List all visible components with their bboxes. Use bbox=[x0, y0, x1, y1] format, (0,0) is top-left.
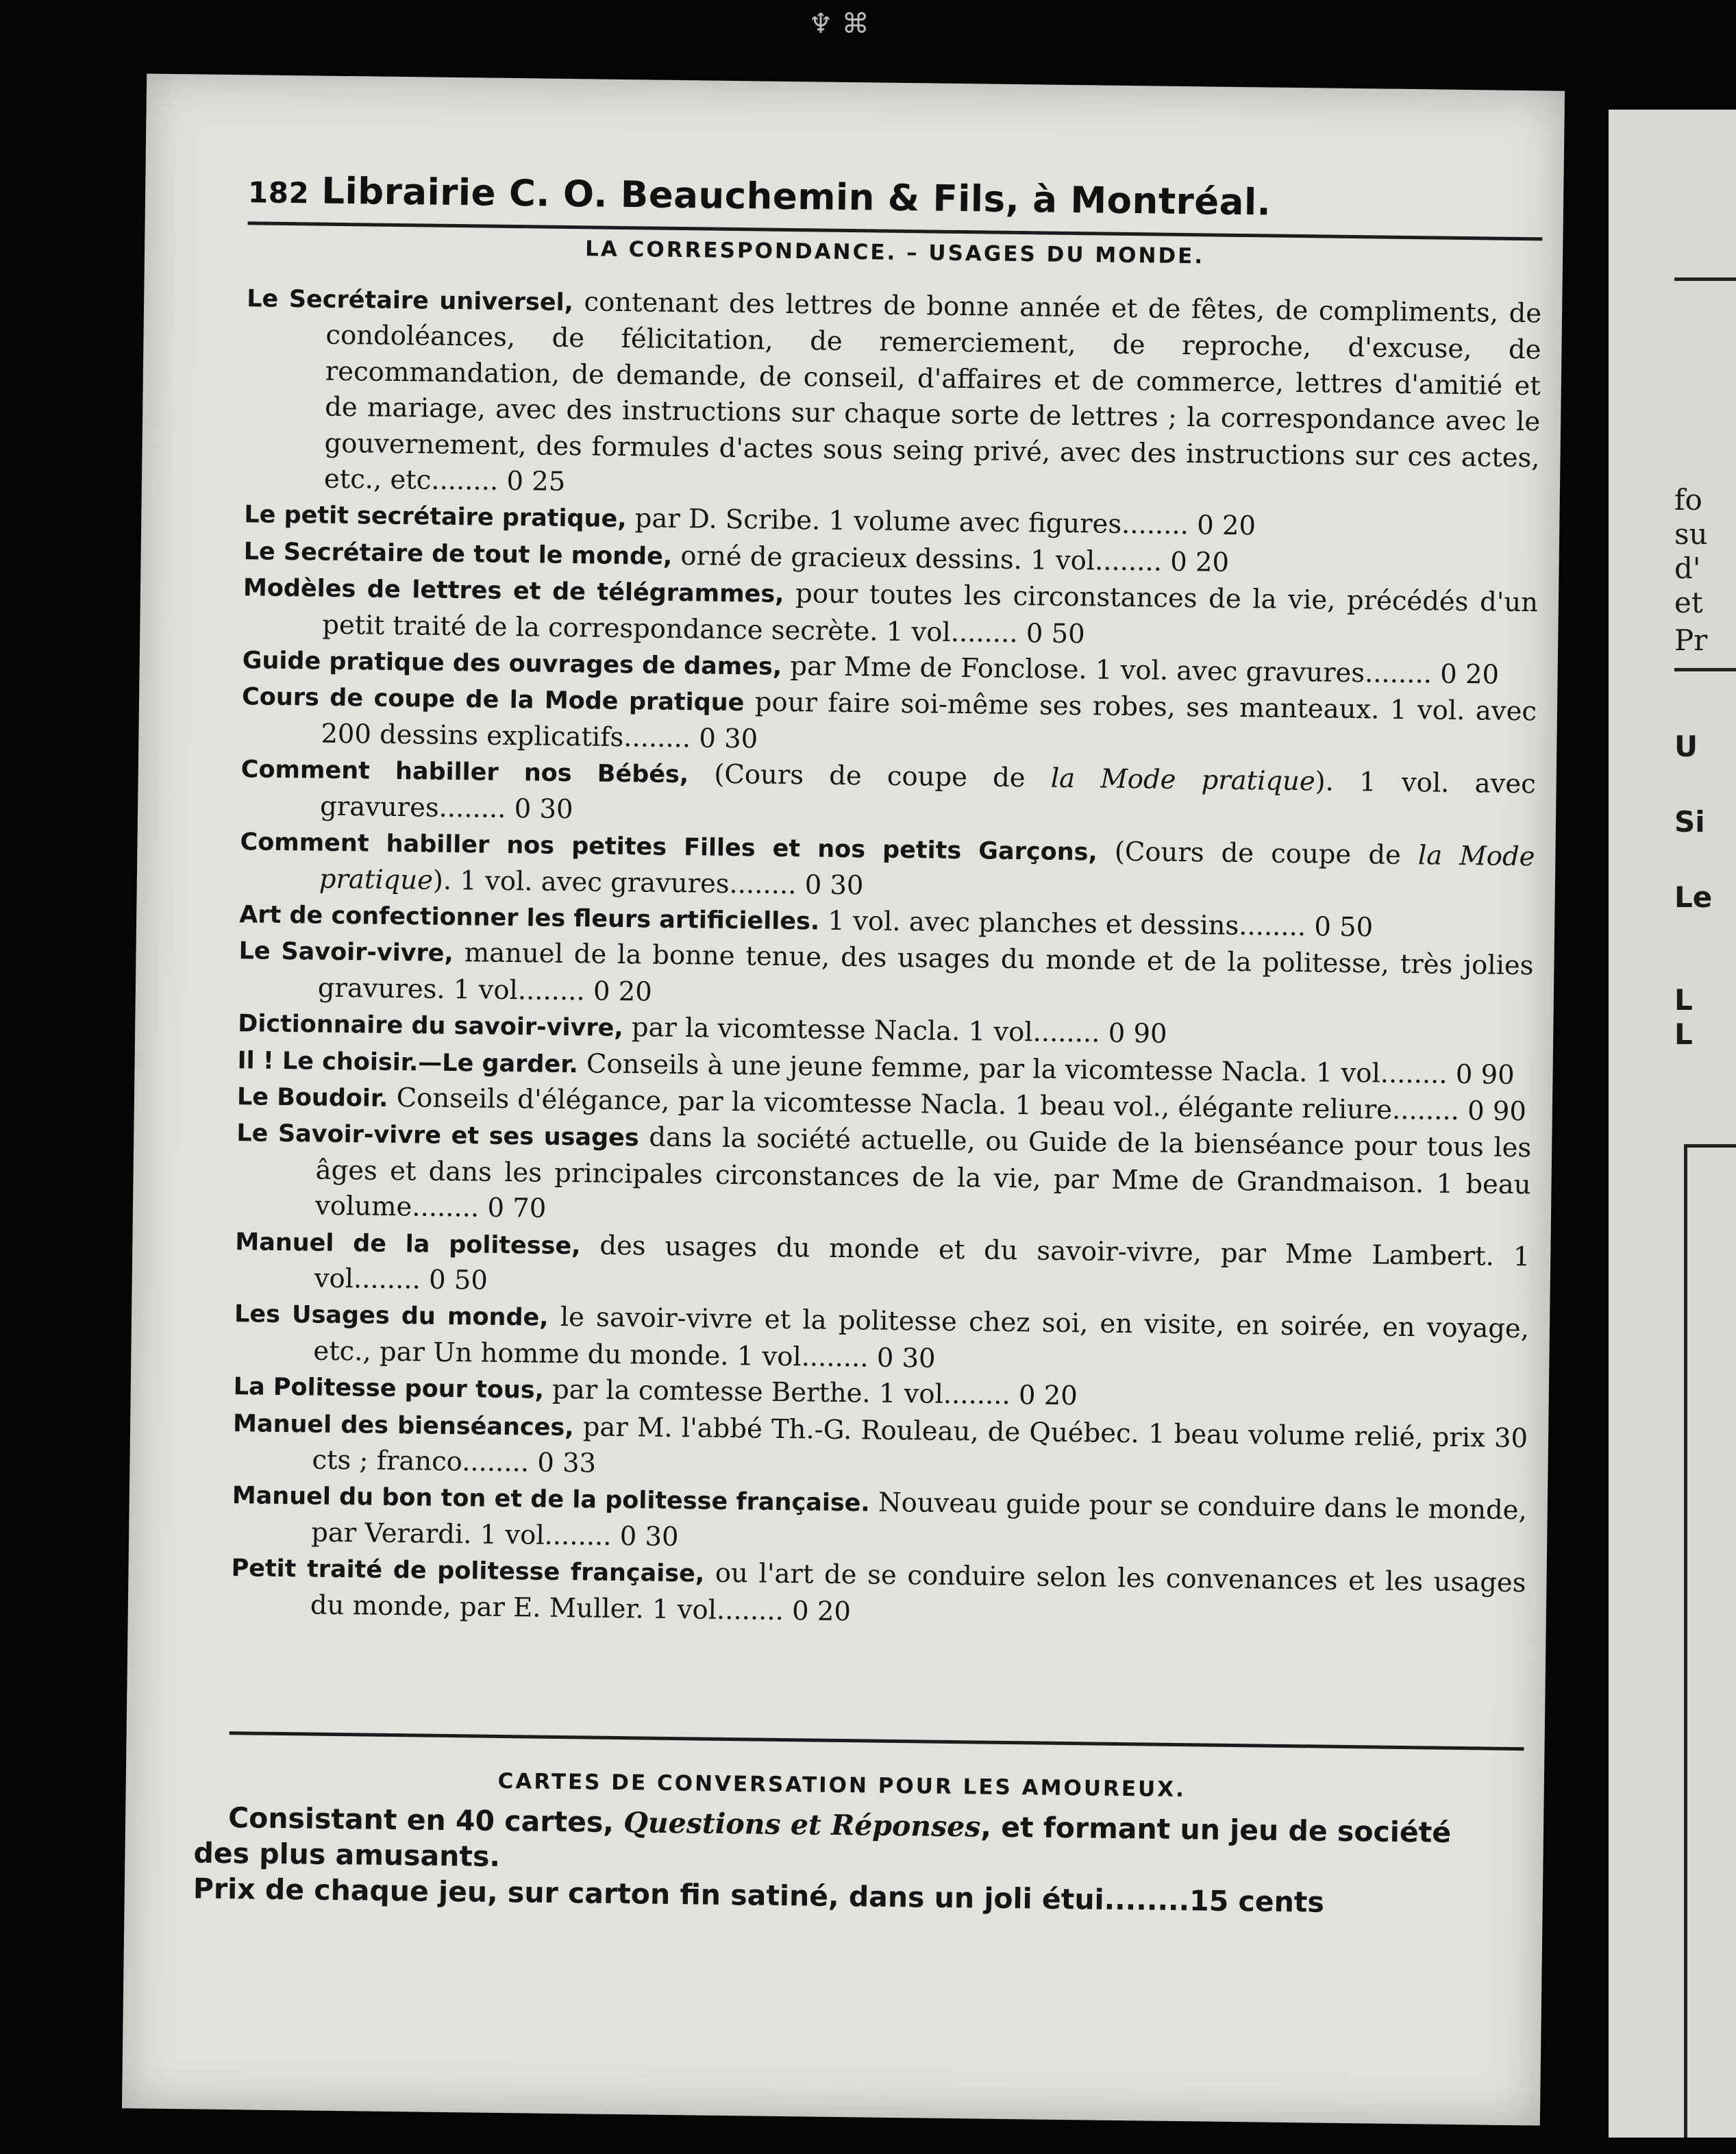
entry-title: Guide pratique des ouvrages de dames, bbox=[242, 647, 782, 681]
entry-title: Manuel de la politesse, bbox=[235, 1228, 581, 1260]
entry-description: Conseils d'élégance, par la vicomtesse Nacla. 1 beau vol., élégante reliure bbox=[388, 1082, 1393, 1126]
entry-price: ........ 0 30 bbox=[623, 721, 758, 755]
entry-description: 1 vol. avec planches et dessins bbox=[819, 905, 1239, 941]
dot-leader: ........ bbox=[517, 974, 594, 1007]
dot-leader: ........ bbox=[431, 465, 507, 497]
page-number: 182 bbox=[247, 175, 310, 210]
entry-italic: la Mode pratique bbox=[319, 840, 1535, 896]
entry-title: Manuel des bienséances, bbox=[232, 1409, 574, 1441]
adjacent-fragment: Si bbox=[1674, 805, 1705, 839]
entry-title: Les Usages du monde, bbox=[234, 1300, 549, 1333]
publisher-title: Librairie C. O. Beauchemin & Fils, à Montréal. bbox=[321, 170, 1272, 224]
adjacent-page-edge bbox=[1609, 110, 1736, 2138]
entry-description: Conseils à une jeune femme, par la vicomtesse Nacla. 1 vol bbox=[578, 1048, 1381, 1089]
entry-title: Dictionnaire du savoir-vivre, bbox=[238, 1010, 623, 1043]
book-page bbox=[122, 73, 1565, 2125]
entry-title: Le Secrétaire universel, bbox=[246, 285, 574, 317]
dot-leader: ........ bbox=[544, 1520, 621, 1552]
adjacent-fragment: Pr bbox=[1674, 623, 1708, 657]
adjacent-fragment: U bbox=[1674, 730, 1698, 763]
dot-leader: ........ bbox=[1364, 658, 1441, 690]
entry-description: Nouveau guide pour se conduire dans le monde, par Verardi. 1 vol bbox=[310, 1487, 1528, 1551]
entry-title: Art de confectionner les fleurs artificielles. bbox=[238, 901, 820, 936]
entry-price: ........ 0 20 bbox=[1121, 509, 1256, 542]
entry-title: Petit traité de politesse française, bbox=[231, 1555, 705, 1588]
adjacent-fragment: Le bbox=[1674, 880, 1713, 914]
entry-description: ). 1 vol. avec gravures bbox=[432, 865, 730, 900]
top-margin-mark: ♆ ⌘ bbox=[808, 8, 869, 40]
dot-leader: ........ bbox=[353, 1263, 430, 1296]
entry-description: contenant des lettres de bonne année et de fêtes, de compliments, de condoléances, de félicitation, de remerciement, de reproche, d'excuse, de recommandation, de demande, de conseil, d'affaires et de commerce, lettres d'amitié et de mariage, avec des instructions sur chaque sorte de lettres ; la correspondance avec le gouvernement, des formules d'actes sous seing privé, avec des instructions sur ces actes, etc., etc bbox=[323, 286, 1542, 496]
entry-title: La Politesse pour tous, bbox=[233, 1373, 545, 1404]
entry-price: ........ 0 30 bbox=[729, 868, 864, 901]
entry-price: ........ 0 25 bbox=[431, 465, 566, 498]
section-title: LA CORRESPONDANCE. – USAGES DU MONDE. bbox=[584, 236, 1205, 269]
dot-leader: ........ bbox=[438, 792, 515, 824]
entry-title: Manuel du bon ton et de la politesse française. bbox=[232, 1482, 870, 1518]
entry-description: (Cours de coupe de bbox=[688, 758, 1052, 794]
cards-leader: ........ bbox=[1104, 1883, 1190, 1918]
entry-description: par la comtesse Berthe. 1 vol bbox=[543, 1374, 944, 1411]
entry-price: ........ 0 70 bbox=[412, 1191, 547, 1224]
entry-description: par la vicomtesse Nacla. 1 vol bbox=[623, 1012, 1033, 1048]
entry-price: ........ 0 20 bbox=[517, 974, 653, 1008]
dot-leader: ........ bbox=[716, 1594, 793, 1626]
entry-price: ........ 0 33 bbox=[461, 1446, 597, 1479]
entry-description: dans la société actuelle, ou Guide de la bienséance pour tous les âges et dans les principales circonstances de la vie, par Mme de Grandmaison. 1 beau volume bbox=[314, 1122, 1532, 1223]
entry-description: manuel de la bonne tenue, des usages du monde et de la politesse, très jolies gravures. 1 vol bbox=[317, 937, 1534, 1006]
entry-price: ........ 0 50 bbox=[1238, 910, 1374, 943]
catalog-entries bbox=[231, 280, 1542, 1638]
adjacent-rule bbox=[1674, 277, 1736, 281]
entry-price: ........ 0 20 bbox=[943, 1379, 1078, 1412]
adjacent-fragment: d' bbox=[1674, 552, 1701, 585]
entry-title: Le petit secrétaire pratique, bbox=[244, 501, 627, 534]
entry-price: ........ 0 50 bbox=[950, 617, 1085, 649]
entry-description: par Mme de Fonclose. 1 vol. avec gravures bbox=[781, 650, 1365, 689]
adjacent-fragment: su bbox=[1674, 517, 1708, 551]
dot-leader: ........ bbox=[943, 1379, 1019, 1411]
entry-description: ou l'art de se conduire selon les convenances et les usages du monde, par E. Muller. 1 vol bbox=[310, 1557, 1526, 1626]
cards-notice bbox=[193, 1760, 1489, 1922]
entry-description: le savoir-vivre et la politesse chez soi, en visite, en soirée, en voyage, etc., par Un homme du monde. 1 vol bbox=[313, 1302, 1530, 1373]
entry-price: ........ 0 20 bbox=[1364, 658, 1500, 691]
catalog-entry bbox=[245, 280, 1542, 512]
adjacent-fragment: L bbox=[1674, 983, 1693, 1017]
dot-leader: ........ bbox=[1391, 1094, 1468, 1127]
entry-title: Comment habiller nos petites Filles et nos petits Garçons, bbox=[240, 828, 1098, 867]
entry-price: ........ 0 90 bbox=[1032, 1017, 1167, 1050]
entry-description: par D. Scribe. 1 volume avec figures bbox=[626, 503, 1122, 541]
cards-description: Consistant en 40 cartes, Questions et Réponses, et formant un jeu de société des plus amusants. bbox=[193, 1801, 1452, 1873]
dot-leader: ........ bbox=[623, 721, 699, 754]
section-rule bbox=[230, 1731, 1524, 1750]
cards-price: 15 cents bbox=[1189, 1884, 1325, 1919]
entry-italic: la Mode pratique bbox=[1050, 763, 1315, 797]
dot-leader: ........ bbox=[801, 1341, 878, 1374]
entry-title: Le Savoir-vivre, bbox=[238, 937, 454, 968]
entry-description: par M. l'abbé Th.-G. Rouleau, de Québec. 1 beau volume relié, prix 30 cts ; franco bbox=[312, 1411, 1528, 1478]
adjacent-fragment: L bbox=[1674, 1017, 1693, 1051]
entry-title: Le Boudoir. bbox=[236, 1083, 388, 1113]
adjacent-rule bbox=[1674, 668, 1736, 671]
dot-leader: ........ bbox=[1032, 1017, 1109, 1049]
entry-price: ........ 0 30 bbox=[801, 1341, 936, 1374]
page-header bbox=[248, 169, 1530, 227]
adjacent-frame bbox=[1684, 1144, 1736, 2138]
entry-description: ). 1 vol. avec gravures bbox=[319, 766, 1536, 824]
dot-leader: ........ bbox=[1238, 910, 1315, 943]
dot-leader: ........ bbox=[412, 1191, 488, 1224]
entry-price: ........ 0 30 bbox=[544, 1520, 679, 1552]
entry-title: Comment habiller nos Bébés, bbox=[240, 756, 689, 789]
entry-price: ........ 0 90 bbox=[1391, 1094, 1527, 1128]
entry-title: Le Savoir-vivre et ses usages bbox=[236, 1119, 639, 1152]
entry-price: ........ 0 20 bbox=[716, 1594, 852, 1627]
entry-price: ........ 0 50 bbox=[353, 1263, 488, 1296]
entry-price: ........ 0 20 bbox=[1094, 545, 1230, 578]
entry-title: Il ! Le choisir.—Le garder. bbox=[237, 1046, 579, 1078]
dot-leader: ........ bbox=[461, 1446, 538, 1478]
entry-description: pour faire soi-même ses robes, ses manteaux. 1 vol. avec 200 dessins explicatifs bbox=[321, 686, 1537, 753]
cards-price-line: Prix de chaque jeu, sur carton fin satiné, dans un joli étui........15 cents bbox=[193, 1872, 1325, 1919]
entry-price: ........ 0 30 bbox=[438, 792, 573, 825]
catalog-entry bbox=[231, 1550, 1526, 1638]
entry-price: ........ 0 90 bbox=[1380, 1058, 1515, 1091]
entry-title: Modèles de lettres et de télégrammes, bbox=[243, 574, 784, 609]
dot-leader: ........ bbox=[1121, 509, 1198, 541]
dot-leader: ........ bbox=[1094, 545, 1171, 578]
entry-description: (Cours de coupe de bbox=[1097, 836, 1419, 871]
entry-description: pour toutes les circonstances de la vie, précédés d'un petit traité de la correspondance secrète. 1 vol bbox=[322, 578, 1539, 648]
entry-title: Cours de coupe de la Mode pratique bbox=[241, 683, 745, 717]
dot-leader: ........ bbox=[950, 617, 1027, 649]
dot-leader: ........ bbox=[729, 868, 806, 900]
adjacent-fragment: et bbox=[1674, 586, 1703, 619]
catalog-entry bbox=[236, 1115, 1532, 1239]
entry-title: Le Secrétaire de tout le monde, bbox=[243, 538, 673, 571]
adjacent-fragment: fo bbox=[1674, 483, 1702, 517]
dot-leader: ........ bbox=[1380, 1058, 1456, 1090]
cards-title: CARTES DE CONVERSATION POUR LES AMOUREUX. bbox=[497, 1768, 1187, 1803]
entry-description: orné de gracieux dessins. 1 vol bbox=[671, 540, 1095, 577]
entry-description: des usages du monde et du savoir-vivre, par Mme Lambert. 1 vol bbox=[314, 1229, 1530, 1295]
